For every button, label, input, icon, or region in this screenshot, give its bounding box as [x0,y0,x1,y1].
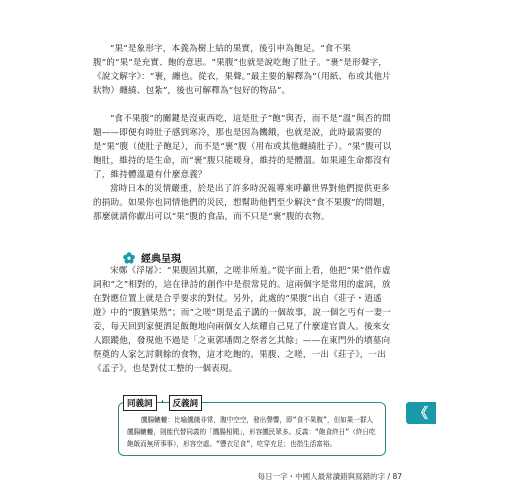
paragraph-4: 宋鄭《浮屠》：“果腹固其願，之嗟非所羞。”從字面上看，他把“果”借作虛詞和“之”相對的，這在律詩的創作中是很常見的。這兩個字是常用的虛詞，放在對應位置上就是合乎要求的對仗。另外，此處的“果腹”出自《莊子・逍遙遊》中的“腹猶果然”；而“之嗟”則是孟子講的一個故事，說一個乞丐有一妻一妾，每天回到家便洒足飯飽地向兩個女人炫耀自己見了什麼達官貴人。後來女人跟蹤他，發現他不過是「之東郭墦間之祭者乞其餘」——在東門外的墳墓向祭奠的人家乞討剩餘的食物，這才吃飽的。果腹、之嗟，一出《莊子》，一出《孟子》，也是對仗工整的一個表現。 [93,266,391,374]
double-angle-icon: 《 [414,406,428,422]
synonym-antonym-box [118,397,386,456]
box-tabs [123,395,202,411]
paragraph-3: 當時日本的災情嚴重，於是出了許多時況報導來呼籲世界對他們提供更多的捐助。如果你也同情他們的災民，想幫助他們至少解決“食不果腹”的問題，那麼就請你獻出可以“果”腹的食品，而不只是“裹”腹的衣物。 [93,184,391,222]
page-footer: 每日一字・中國人最常讀錯與寫錯的字 / 87 [257,472,402,481]
synonym-tab: 同義詞 [123,395,157,411]
antonym-tab: 反義詞 [169,395,203,411]
box-text: 饑腸轆轆：比喻饑餓非常，腹中空空，發出聲響，即“食不果腹”，但如果一群人饑腸轆轆，則能代替同義的「饑腸相聞」，形容饑民眾多。反義：“飽食終日”（終日吃飽飯而無所事事），形容空虛。“豐衣足食”，吃穿充足；也指生活富裕。 [127,416,376,448]
paragraph-2: “食不果腹”的關鍵是沒東西吃，這是肚子“飽”與否，而不是“溫”與否的問題——即便有時肚子感到寒冷，那也是因為饑餓，也就是說，此時最需要的是“果”腹（使肚子飽足），而不是“裹”腹（用布或其他纏繞肚子）。“果”腹可以飽肚，維持的是生命，而“裹”腹只能暖身，維持的是體溫。如果連生命都沒有了，維持體溫還有什麼意義？ [93,114,392,180]
tab-separator: ・ [158,397,167,406]
section-title: 經典呈現 [141,254,181,265]
side-tab-marker [406,402,436,424]
flower-icon [123,252,135,264]
paragraph-1: “果”是象形字，本義為樹上結的果實，後引申為飽足。“食不果腹”的“果”是充實、飽的意思。“果腹”也就是說吃飽了肚子。“裹”是形聲字，《說文解字》：“裹，纏也。從衣，果聲。”最主要的解釋為“（用紙、布或其他片狀物）纏繞、包紮”，後也可解釋為“包好的物品”。 [93,44,392,96]
section-heading [123,250,181,265]
